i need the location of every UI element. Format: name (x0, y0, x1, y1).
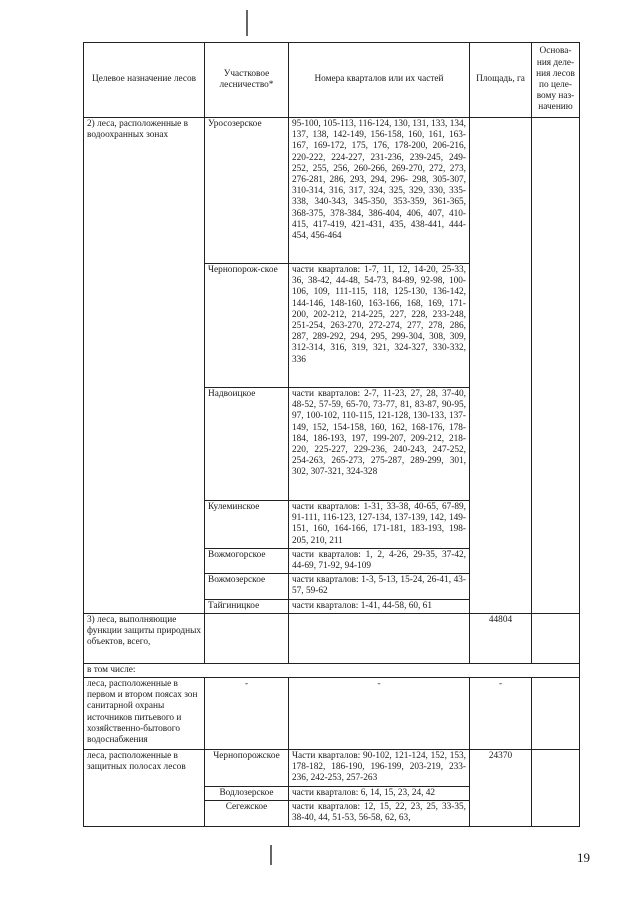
quarters-cell: части кварталов: 2-7, 11-23, 27, 28, 37-40, 48-52, 57-59, 65-70, 73-77, 81, 83-87, 90-95, 97, 100-102, 110-115, 121-128, 130-133, 137-149, 152, 154-158, 160, 162, 168-176, 178-184, 186-193, 197, 199-207, 209-212, 218-220, 225-227, 229-236, 240-243, 247-252, 254-263, 265-273, 275-287, 289-299, 301, 302, 307-321, 324-328 (289, 388, 470, 501)
quarters-cell (289, 613, 470, 663)
table-row (84, 750, 580, 787)
page-number: 19 (577, 850, 590, 865)
basis-cell (532, 678, 580, 750)
quarters-cell: части кварталов: 1-3, 5-13, 15-24, 26-41, 43-57, 59-62 (289, 574, 470, 599)
table-row (84, 678, 580, 750)
forestry-cell: - (205, 678, 289, 750)
table-row (84, 613, 580, 663)
forestry-cell: Водлозерское (205, 786, 289, 800)
including-label: в том числе: (84, 663, 580, 677)
forestry-cell (205, 613, 289, 663)
forestry-cell: Чернопорож-ское (205, 264, 289, 388)
area-cell: 24370 (470, 750, 532, 827)
header-area: Площадь, га (470, 43, 532, 118)
forestry-cell: Уросозерское (205, 118, 289, 264)
table-header-row (84, 43, 580, 118)
quarters-cell: части кварталов: 6, 14, 15, 23, 24, 42 (289, 786, 470, 800)
header-basis: Основа-ния деле-ния лесов по целе-вому наз-начению (532, 43, 580, 118)
purpose-cell: леса, расположенные в защитных полосах лесов (84, 750, 205, 827)
purpose-cell: 3) леса, выполняющие функции защиты природных объектов, всего, (84, 613, 205, 663)
basis-cell (532, 613, 580, 663)
scan-mark (270, 845, 272, 865)
forestry-cell: Чернопорожское (205, 750, 289, 787)
table-row (84, 663, 580, 677)
purpose-cell: 2) леса, расположенные в водоохранных зонах (84, 118, 205, 614)
basis-cell (532, 750, 580, 827)
quarters-cell: части кварталов: 1-41, 44-58, 60, 61 (289, 599, 470, 613)
area-cell (470, 118, 532, 614)
forestry-cell: Надвоицкое (205, 388, 289, 501)
quarters-cell: Части кварталов: 90-102, 121-124, 152, 153, 178-182, 186-190, 196-199, 203-219, 233-236, 242-253, 257-263 (289, 750, 470, 787)
forest-purpose-table (83, 42, 580, 827)
area-cell: 44804 (470, 613, 532, 663)
area-cell: - (470, 678, 532, 750)
quarters-cell: части кварталов: 12, 15, 22, 23, 25, 33-35, 38-40, 44, 51-53, 56-58, 62, 63, (289, 800, 470, 826)
basis-cell (532, 118, 580, 614)
quarters-cell: части кварталов: 1-31, 33-38, 40-65, 67-89, 91-111, 116-123, 127-134, 137-139, 142, 149-151, 160, 164-166, 171-181, 183-193, 198-205, 210, 211 (289, 501, 470, 549)
forestry-cell: Тайгиницкое (205, 599, 289, 613)
purpose-cell: леса, расположенные в первом и втором поясах зон санитарной охраны источников питьевого и хозяйственно-бытового водоснабжения (84, 678, 205, 750)
table-row (84, 118, 580, 264)
forestry-cell: Вожмогорское (205, 548, 289, 573)
forestry-cell: Сегежское (205, 800, 289, 826)
scan-mark (246, 10, 248, 36)
quarters-cell: - (289, 678, 470, 750)
header-forestry: Участковое лесничество* (205, 43, 289, 118)
quarters-cell: части кварталов: 1-7, 11, 12, 14-20, 25-33, 36, 38-42, 44-48, 54-73, 84-89, 92-98, 100-106, 109, 111-115, 118, 125-130, 136-142, 144-146, 148-160, 163-166, 168, 169, 171-200, 202-212, 214-225, 227, 228, 233-248, 251-254, 263-270, 272-274, 277, 278, 286, 287, 289-292, 294, 295, 299-304, 308, 309, 312-314, 316, 319, 321, 324-327, 330-332, 336 (289, 264, 470, 388)
quarters-cell: 95-100, 105-113, 116-124, 130, 131, 133, 134, 137, 138, 142-149, 156-158, 160, 161, 163-167, 169-172, 175, 176, 178-200, 206-216, 220-222, 224-227, 231-236, 239-245, 249-252, 255, 256, 260-266, 269-270, 272, 273, 276-281, 286, 293, 294, 296- 298, 305-307, 310-314, 316, 317, 324, 325, 329, 330, 335-338, 340-343, 345-350, 353-359, 361-365, 368-375, 378-384, 386-404, 406, 407, 410-415, 417-419, 421-431, 435, 438-441, 444-454, 456-464 (289, 118, 470, 264)
forestry-cell: Кулеминское (205, 501, 289, 549)
quarters-cell: части кварталов: 1, 2, 4-26, 29-35, 37-42, 44-69, 71-92, 94-109 (289, 548, 470, 573)
forestry-cell: Вожмозерское (205, 574, 289, 599)
header-quarters: Номера кварталов или их частей (289, 43, 470, 118)
header-purpose: Целевое назначение лесов (84, 43, 205, 118)
